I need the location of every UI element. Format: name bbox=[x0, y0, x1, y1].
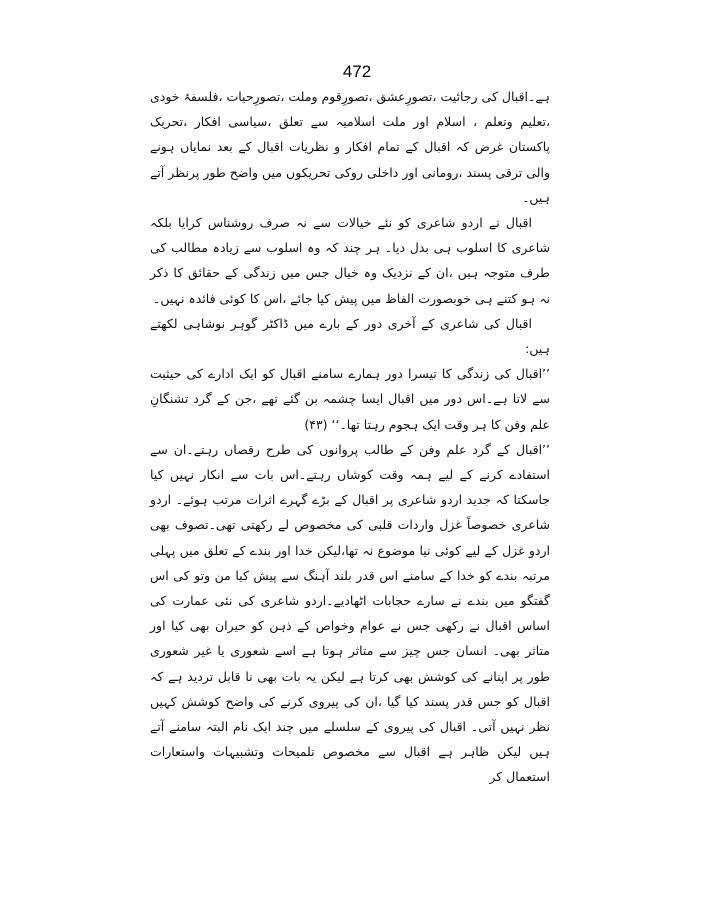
quotation-1: ’’اقبال کی زندگی کا تیسرا دور ہمارے سامنے اقبال کو ایک ادارے کی حیثیت سے لاتا ہے۔اس دور میں اقبال ایسا چشمہ بن گئے تھے ،جن کے گرد تشنگانِ علم وفن کا ہر وقت ایک ہجوم رہتا تھا۔‘‘ (۴۳) bbox=[150, 366, 550, 432]
paragraph-1: ہے۔اقبال کی رجائیت ،تصورِعشق ،تصورِقوم وملت ،تصورِحیات ،فلسفۂ خودی ،تعلیم وتعلم ، اسلام اور ملت اسلامیہ سے تعلق ،سیاسی افکار ،تحریک پاکستان غرض کہ اقبال کے تمام افکار و نظریات اقبال کے بعد نمایاں ہونے والی ترقی پسند ،رومانی اور داخلی روکی تحریکوں میں واضح طور پرنظر آتے ہیں۔ bbox=[150, 89, 550, 205]
paragraph-3: اقبال کی شاعری کے آخری دور کے بارے میں ڈاکٹر گوہر نوشاہی لکھتے ہیں: bbox=[150, 315, 550, 357]
quotation-2: ’’اقبال کے گرد علم وفن کے طالب پروانوں کی طرح رقصاں رہتے۔ان سے استفادے کرنے کے لیے ہمہ وقت کوشاں رہتے۔اس بات سے انکار نہیں کیا جاسکتا کہ جدید اردو شاعری پر اقبال کے بڑے گہرے اثرات مرتب ہوئے۔ اردو شاعری خصوصاً غزل واردات قلبی کی مخصوص لے رکھتی تھی۔تصوف بھی اردو غزل کے لیے کوئی نیا موضوع نہ تھا،لیکن خدا اور بندے کے تعلق میں پہلی مرتبہ بندے کو خدا کے سامنے اس قدر بلند آہنگ سے پیش کیا من وتو کی اس گفتگو میں بندے نے سارے حجابات اٹھادیے۔اردو شاعری کی نئی عمارت کی اساس اقبال نے رکھی جس نے عوام وخواص کے ذہن کو حیران بھی کیا اور متاثر بھی۔ انسان جس چیز سے متاثر ہوتا ہے اسے شعوری یا غیر شعوری طور پر اپنانے کی کوشش بھی کرتا ہے لیکن یہ بات بھی نا قابل تردید ہے کہ اقبال کو جس قدر پسند کیا گیا ،ان کی پیروی کرنے کی واضح کوشش کہیں نظر نہیں آتی۔ اقبال کی پیروی کے سلسلے میں چند ایک نام البتہ سامنے آتے ہیں لیکن ظاہر ہے اقبال سے مخصوص تلمیحات وتشبیہات واستعارات استعمال کر bbox=[150, 441, 550, 785]
body-text bbox=[150, 84, 550, 790]
paragraph-2: اقبال نے اردو شاعری کو نئے خیالات سے نہ صرف روشناس کرایا بلکہ شاعری کا اسلوب ہی بدل دیا۔ ہر چند کہ وہ اسلوب سے زیادہ مطالب کی طرف متوجہ ہیں ،ان کے نزدیک وہ خیال جس میں زندگی کے حقائق کا ذکر نہ ہو کتنے ہی خوبصورت الفاظ میں پیش کیا جائے ،اس کا کوئی فائدہ نہیں۔ bbox=[150, 215, 550, 306]
page-number: 472 bbox=[342, 62, 372, 81]
